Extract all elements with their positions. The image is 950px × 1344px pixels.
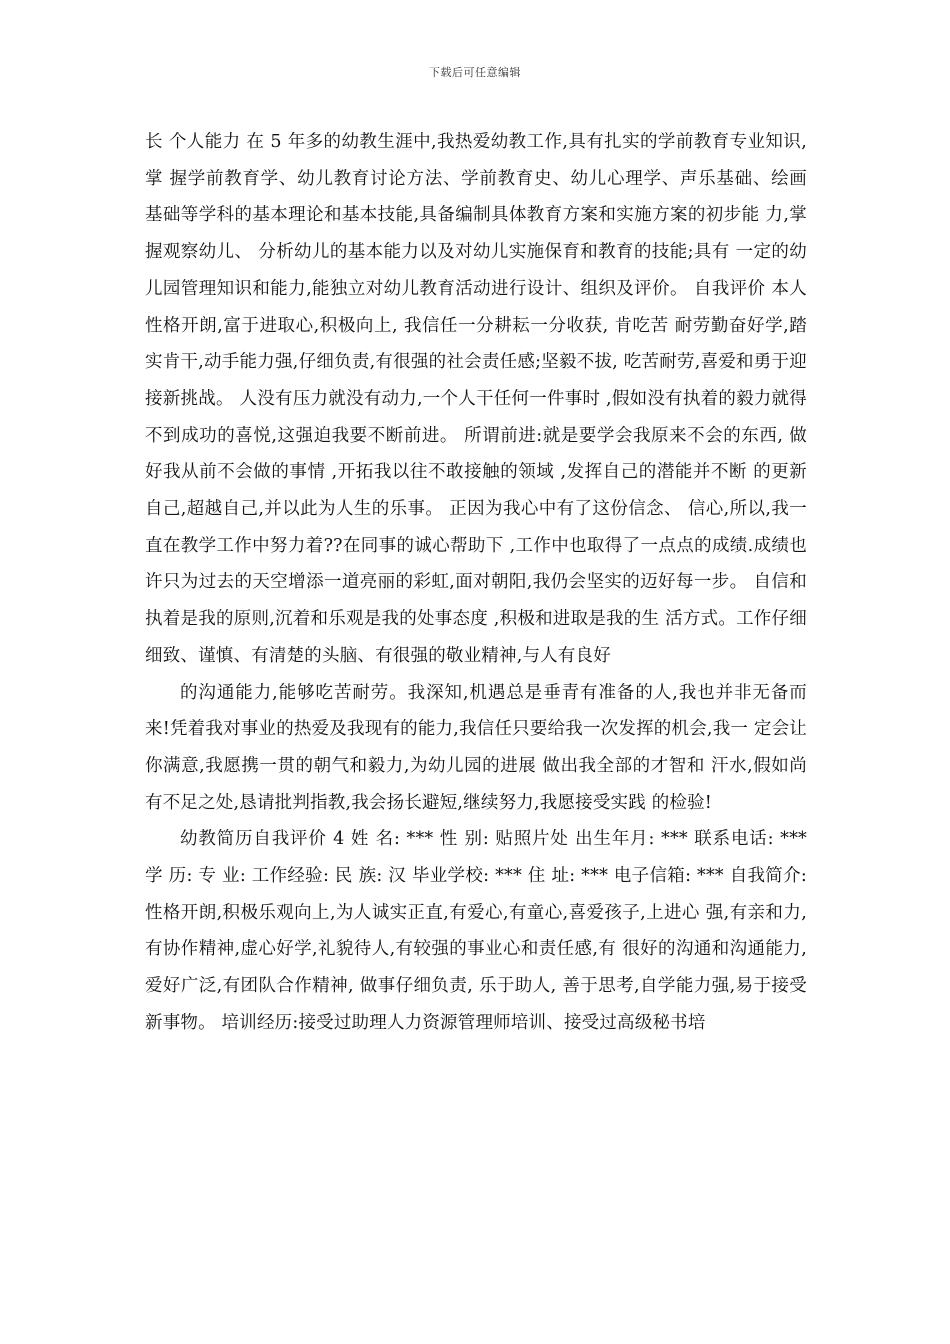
paragraph-personal-ability-and-self-evaluation: 长 个人能力 在 5 年多的幼教生涯中,我热爱幼教工作,具有扎实的学前教育专业知识,掌 握学前教育学、幼儿教育讨论方法、学前教育史、幼儿心理学、声乐基础、绘画 基础等学科的基本理论和基本技能,具备编制具体教育方案和实施方案的初步能 力,掌握观察幼儿、 分析幼儿的基本能力以及对幼儿实施保育和教育的技能;具有 一定的幼儿园管理知识和能力,能独立对幼儿教育活动进行设计、组织及评价。 自我评价 本人性格开朗,富于进取心,积极向上, 我信任一分耕耘一分收获, 肯吃苦 耐劳勤奋好学,踏实肯干,动手能力强,仔细负责,有很强的社会责任感;坚毅不拔, 吃苦耐劳,喜爱和勇于迎接新挑战。 人没有压力就没有动力,一个人干任何一件事时 ,假如没有执着的毅力就得 不到成功的喜悦,这强迫我要不断前进。 所谓前进:就是要学会我原来不会的东西, 做好我从前不会做的事情 ,开拓我以往不敢接触的领域 ,发挥自己的潜能并不断 的更新自己,超越自己,并以此为人生的乐事。 正因为我心中有了这份信念、 信心,所以,我一直在教学工作中努力着??在同事的诚心帮助下 ,工作中也取得了一点点的成绩.成绩也许只为过去的天空增添一道亮丽的彩虹,面对朝阳,我仍会坚实的迈好每一步。 自信和执着是我的原则,沉着和乐观是我的处事态度 ,积极和进取是我的生 活方式。工作仔细细致、谨慎、有清楚的头脑、有很强的敬业精神,与人有良好 — [145, 132, 807, 666]
paragraph-resume-self-evaluation-4: 幼教简历自我评价 4 姓 名: *** 性 别: 贴照片处 出生年月: *** 联系电话: *** 学 历: 专 业: 工作经验: 民 族: 汉 毕业学校: *** 住 址: *** 电子信箱: *** 自我简介: 性格开朗,积极乐观向上,为人诚实正直,有爱心,有童心,喜爱孩子,上进心 强,有亲和力,有协作精神,虚心好学,礼貌待人,有较强的事业心和责任感,有 很好的沟通和沟通能力, 爱好广泛,有团队合作精神, 做事仔细负责, 乐于助人, 善于思考,自学能力强,易于接受新事物。 培训经历:接受过助理人力资源管理师培训、接受过高级秘书培 — [145, 829, 807, 1033]
document-body — [145, 124, 807, 1042]
page-header: 下载后可任意编辑 — [429, 66, 521, 79]
paragraph-communication-ability: 的沟通能力,能够吃苦耐劳。我深知,机遇总是垂青有准备的人,我也并非无备而 来!凭着我对事业的热爱及我现有的能力,我信任只要给我一次发挥的机会,我一 定会让你满意,我愿携一贯的朝气和毅力,为幼儿园的进展 做出我全部的才智和 汗水,假如尚有不足之处,恳请批判指教,我会扬长避短,继续努力,我愿接受实践 的检验! — [145, 682, 807, 813]
